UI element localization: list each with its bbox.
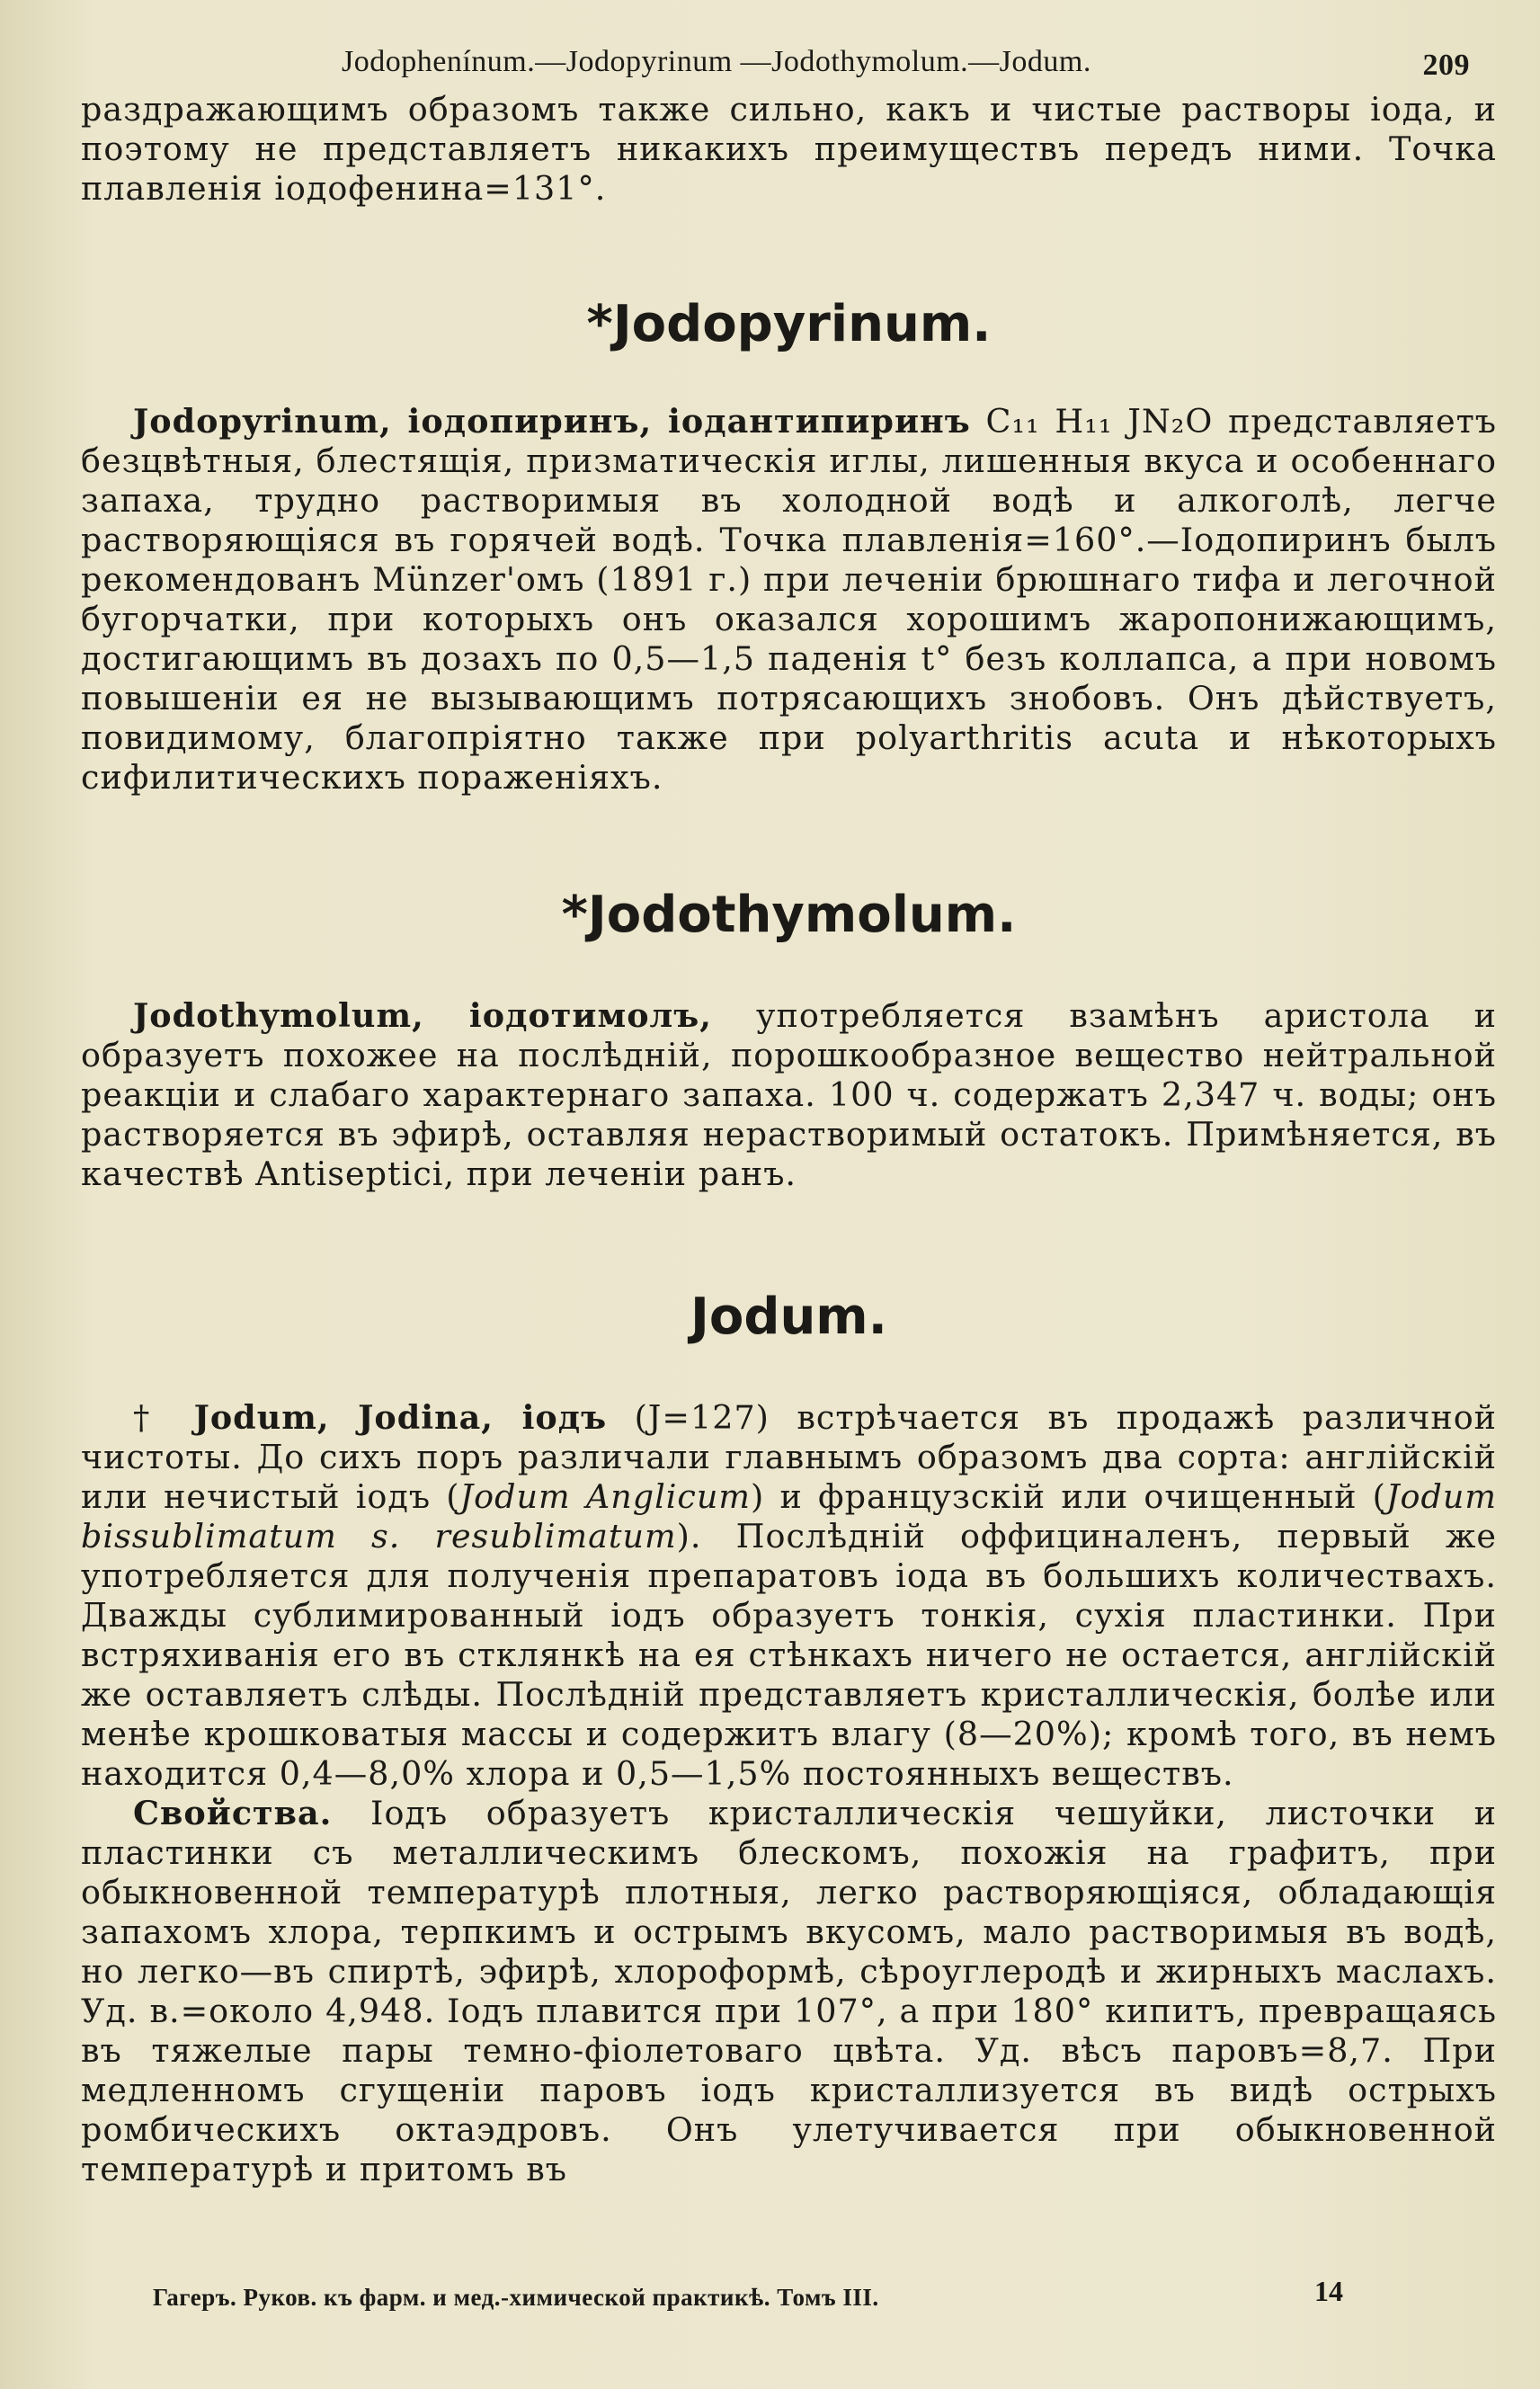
jodopyrinum-paragraph <box>81 402 1497 798</box>
jodum-paragraph-2 <box>81 1794 1497 2189</box>
page-header <box>81 36 1497 90</box>
jodum-lead: Jodum, Jodina, іодъ <box>193 1398 608 1437</box>
svoistva-label: Свойства. <box>133 1794 333 1832</box>
jodothymolum-paragraph <box>81 996 1497 1194</box>
jodum-p2: Іодъ образуетъ кристаллическія чешуйки, листочки и пластинки съ металлическимъ блескомъ, похожія на графитъ, при обыкновенной температурѣ плотныя, легко растворяющіяся, обладающія запахомъ хлора, терпкимъ и острымъ вкусомъ, мало растворимыя въ водѣ, но легко—въ спиртѣ, эфирѣ, хлороформѣ, сѣроуглеродѣ и жирныхъ маслахъ. Уд. в.=около 4,948. Іодъ плавится при 107°, а при 180° кипитъ, превращаясь въ тяжелые пары темно-фіолетоваго цвѣта. Уд. вѣсъ паровъ=8,7. При медленномъ сгущеніи паровъ іодъ кристаллизуется въ видѣ острыхъ ромбическихъ октаэдровъ. Онъ улетучивается при обыкновенной температурѣ и притомъ въ <box>81 1794 1497 2188</box>
running-head: Jodophenínum.—Jodopyrinum —Jodothymolum.—Jodum. <box>342 45 1091 78</box>
jodum-paragraph-1 <box>81 1398 1497 1794</box>
jodopyrinum-text: представляетъ безцвѣтныя, блестящія, призматическія иглы, лишенныя вкуса и особеннаго запаха, трудно растворимыя въ холодной водѣ и алкоголѣ, легче растворяющіяся въ горячей водѣ. Точка плавленія=160°.—Іодопиринъ былъ рекомендованъ Münzer'омъ (1891 г.) при леченіи брюшнаго тифа и легочной бугорчатки, при которыхъ онъ оказался хорошимъ жаропонижающимъ, достигающимъ въ дозахъ по 0,5—1,5 паденія t° безъ коллапса, а при новомъ повышеніи ея не вызывающимъ потрясающихъ знобовъ. Онъ дѣйствуетъ, повидимому, благопріятно также при polyarthritis acuta и нѣкоторыхъ сифилитическихъ пораженіяхъ. <box>81 402 1498 797</box>
page-number: 209 <box>1422 49 1470 82</box>
intro-paragraph: раздражающимъ образомъ также сильно, какъ и чистые растворы іода, и поэтому не представляетъ никакихъ преимуществъ передъ ними. Точка плавленія іодофенина=131°. <box>81 90 1497 208</box>
heading-jodopyrinum: *Jodopyrinum. <box>586 295 992 353</box>
jodum-anglicum: Jodum Anglicum <box>459 1477 751 1516</box>
signature-mark: 14 <box>1314 2275 1343 2307</box>
jodum-bissublimatum: Jodum bissublimatum s. resublimatum <box>81 1477 1497 1556</box>
jodopyrinum-lead: Jodopyrinum, іодопиринъ, іодантипиринъ <box>133 402 971 441</box>
heading-jodum: Jodum. <box>690 1288 887 1346</box>
jodothymolum-lead: Jodothymolum, іодотимолъ, <box>133 996 712 1035</box>
jodum-p1-b: ) и французскій или очищенный ( <box>750 1477 1386 1516</box>
footer-imprint: Гагеръ. Руков. къ фарм. и мед.-химической практикѣ. Томъ III. <box>153 2284 879 2311</box>
heading-jodothymolum: *Jodothymolum. <box>561 886 1017 944</box>
jodothymolum-text: употребляется взамѣнъ аристола и образуетъ похожее на послѣдній, порошкообразное вещество нейтральной реакціи и слабаго характернаго запаха. 100 ч. содержатъ 2,347 ч. воды; онъ растворяется въ эфирѣ, оставляя нерастворимый остатокъ. Примѣняется, въ качествѣ Antiseptici, при леченіи ранъ. <box>81 996 1497 1193</box>
dagger-mark: † <box>133 1398 167 1437</box>
jodum-p1-c: ). Послѣдній оффициналенъ, первый же употребляется для полученія препаратовъ іода въ большихъ количествахъ. Дважды сублимированный іодъ образуетъ тонкія, сухія пластинки. При встряхиванія его въ стклянкѣ на ея стѣнкахъ ничего не остается, англійскій же оставляетъ слѣды. Послѣдній представляетъ кристаллическія, болѣе или менѣе крошковатыя массы и содержитъ влагу (8—20%); кромѣ того, въ немъ находится 0,4—8,0% хлора и 0,5—1,5% постоянныхъ веществъ. <box>81 1517 1498 1793</box>
jodum-p1-a: (J=127) встрѣчается въ продажѣ различной чистоты. До сихъ поръ различали главнымъ образомъ два сорта: англійскій или нечистый іодъ ( <box>81 1398 1497 1516</box>
jodopyrinum-formula: C₁₁ H₁₁ JN₂O <box>985 402 1214 441</box>
